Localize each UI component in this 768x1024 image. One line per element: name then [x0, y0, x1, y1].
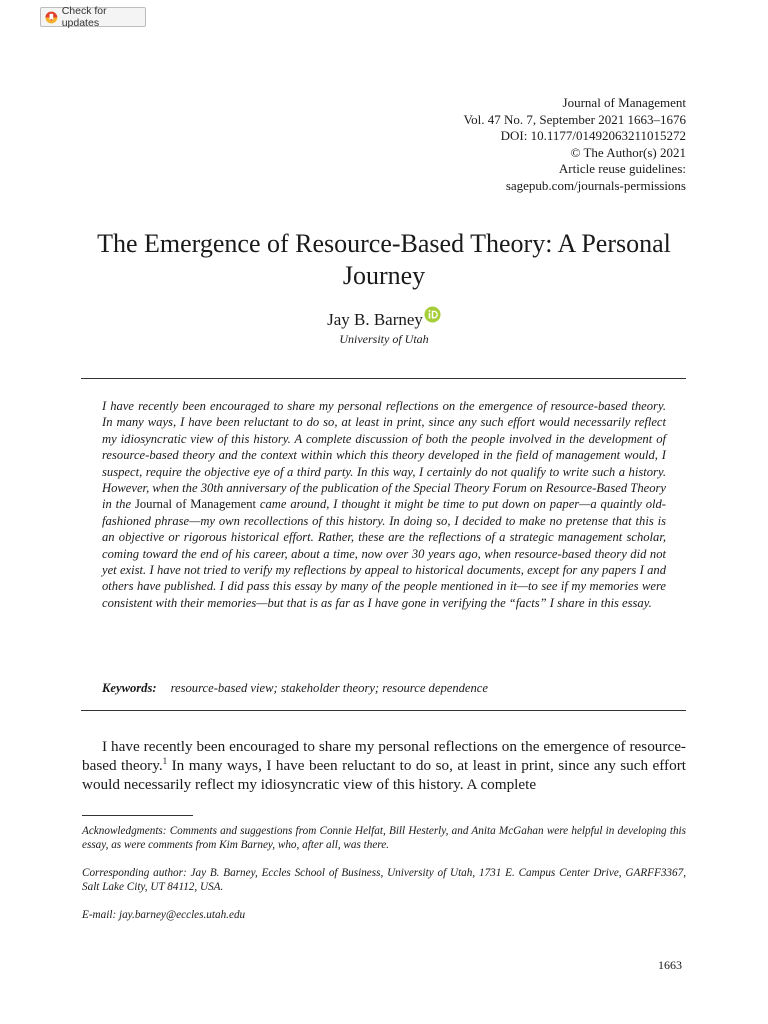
- abstract-journal-reference: Journal of Management: [134, 497, 257, 512]
- footnote-divider: [82, 815, 193, 816]
- footnote-marker[interactable]: 1: [162, 755, 168, 766]
- article-title: The Emergence of Resource-Based Theory: A Personal Journey: [97, 229, 671, 290]
- journal-doi[interactable]: DOI: 10.1177/01492063211015272: [500, 128, 686, 143]
- journal-meta: [463, 95, 686, 194]
- abstract-text-1: I have recently been encouraged to share my personal reflections on the emergence of resource-based theory. In many ways, I have been reluctant to do so, at least in print, since any such effort would necessarily reflect my idiosyncratic view of this history. A complete discussion of both the people involved in the development of resource-based theory and the context within which this theory developed in the field of management would, I suspect, require the objective eye of a third party. In this way, I certainly do not qualify to write such a history. However, when the 30th anniversary of the publication of the Special Theory Forum on Resource-Based Theory in the: [102, 399, 666, 512]
- author-affiliation: University of Utah: [339, 332, 429, 346]
- body-text-1: I have recently been encouraged to share my personal reflections on the emergence of resource-based theory.: [82, 738, 686, 774]
- reuse-guidelines-link[interactable]: sagepub.com/journals-permissions: [505, 177, 686, 193]
- acknowledgments-footnote: Acknowledgments: Comments and suggestions from Connie Helfat, Bill Hesterly, and Anita McGahan were helpful in developing this essay, as were comments from Kim Barney, who, after all, was there.: [82, 825, 686, 851]
- author-name[interactable]: Jay B. Barney: [327, 310, 423, 329]
- reuse-guidelines-label: Article reuse guidelines:: [558, 161, 686, 176]
- keywords-label: Keywords:: [102, 681, 157, 695]
- journal-copyright: © The Author(s) 2021: [570, 144, 686, 160]
- keywords-text: resource-based view; stakeholder theory; resource dependence: [170, 681, 488, 695]
- abstract: [102, 398, 666, 611]
- abstract-bottom-divider: [81, 710, 686, 711]
- page-number: 1663: [658, 958, 682, 972]
- corresponding-author-footnote: Corresponding author: Jay B. Barney, Eccles School of Business, University of Utah, 1731 E. Campus Center Drive, GARFF3367, Salt Lake City, UT 84112, USA.: [82, 867, 686, 893]
- crossmark-icon: [45, 11, 58, 24]
- abstract-top-divider: [81, 378, 686, 379]
- body-text-2: In many ways, I have been reluctant to do so, at least in print, since any such effort would necessarily reflect my idiosyncratic view of this history. A complete: [82, 756, 686, 793]
- journal-name: Journal of Management: [562, 95, 686, 110]
- author-line: [80, 306, 688, 331]
- email-footnote[interactable]: E-mail: jay.barney@eccles.utah.edu: [82, 909, 246, 921]
- journal-volume: Vol. 47 No. 7, September 2021 1663–1676: [463, 111, 686, 127]
- check-for-updates-label: Check for updates: [61, 5, 107, 29]
- keywords: [102, 680, 488, 696]
- abstract-text-2: came around, I thought it might be time to put down on paper—a quaintly old-fashioned phrase—my own recollections of this history. In doing so, I decided to make no pretense that this is an objective or rigorous historical effort. Rather, these are the reflections of a strategic management scholar, coming toward the end of his career, about a time, now over 30 years ago, when resource-based theory did not yet exist. I have not tried to verify my reflections by appeal to historical documents, except for any papers I and others have published. I did pass this essay by many of the people mentioned in it—to see if my memories were consistent with their memories—but that is as far as I have gone in verifying the “facts” I share in this essay.: [102, 497, 667, 610]
- check-for-updates-button[interactable]: [40, 7, 146, 27]
- body-paragraph: [82, 738, 686, 794]
- orcid-icon[interactable]: [424, 306, 441, 323]
